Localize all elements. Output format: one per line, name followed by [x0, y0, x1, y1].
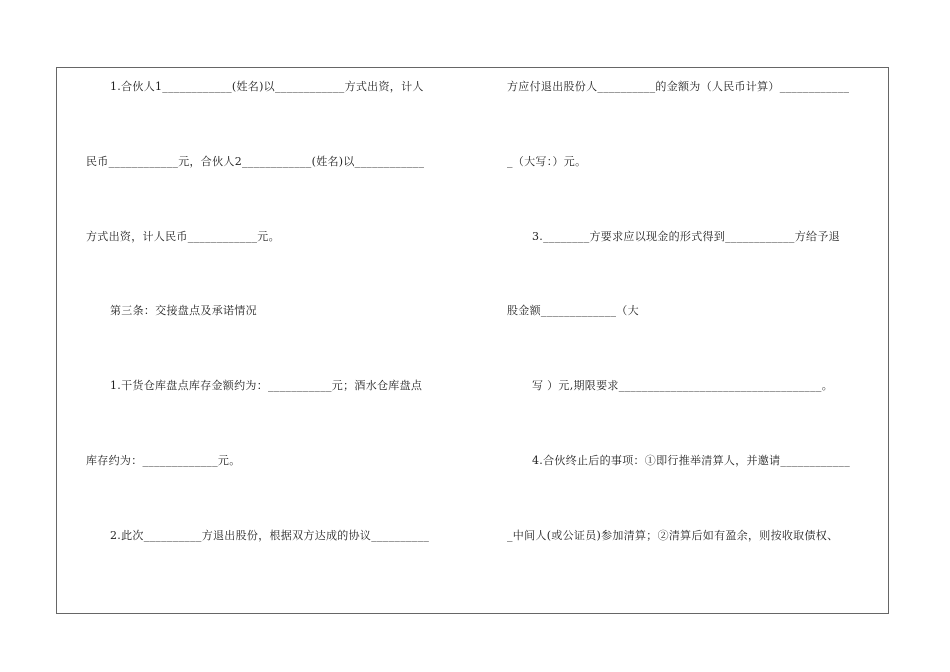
left-line-5: 1.干货仓库盘点库存金额约为：___________元；酒水仓库盘点: [110, 379, 423, 392]
left-line-1: 1.合伙人1____________(姓名)以____________方式出资，计人: [110, 80, 424, 93]
right-line-6: 4.合伙终止后的事项：①即行推举清算人，并邀请____________: [532, 454, 850, 467]
left-line-7: 2.此次__________方退出股份，根据双方达成的协议__________: [110, 529, 430, 542]
right-line-5: 写 ）元,期限要求___________________________________。: [532, 379, 833, 392]
right-line-3: 3.________方要求应以现金的形式得到____________方给予退: [532, 230, 840, 243]
section-heading: 第三条：交接盘点及承诺情况: [110, 304, 257, 317]
right-line-4: 股金额_____________（大: [507, 304, 639, 317]
right-line-2: _（大写：）元。: [507, 155, 587, 168]
left-line-3: 方式出资，计人民币____________元。: [86, 230, 280, 243]
right-line-1: 方应付退出股份人__________的金额为（人民币计算）____________: [507, 80, 850, 93]
right-line-7: _中间人(或公证员)参加清算；②清算后如有盈余，则按收取债权、: [507, 529, 839, 542]
left-line-6: 库存约为：_____________元。: [86, 454, 241, 467]
left-line-2: 民币____________元，合伙人2____________(姓名)以____________: [86, 155, 425, 168]
